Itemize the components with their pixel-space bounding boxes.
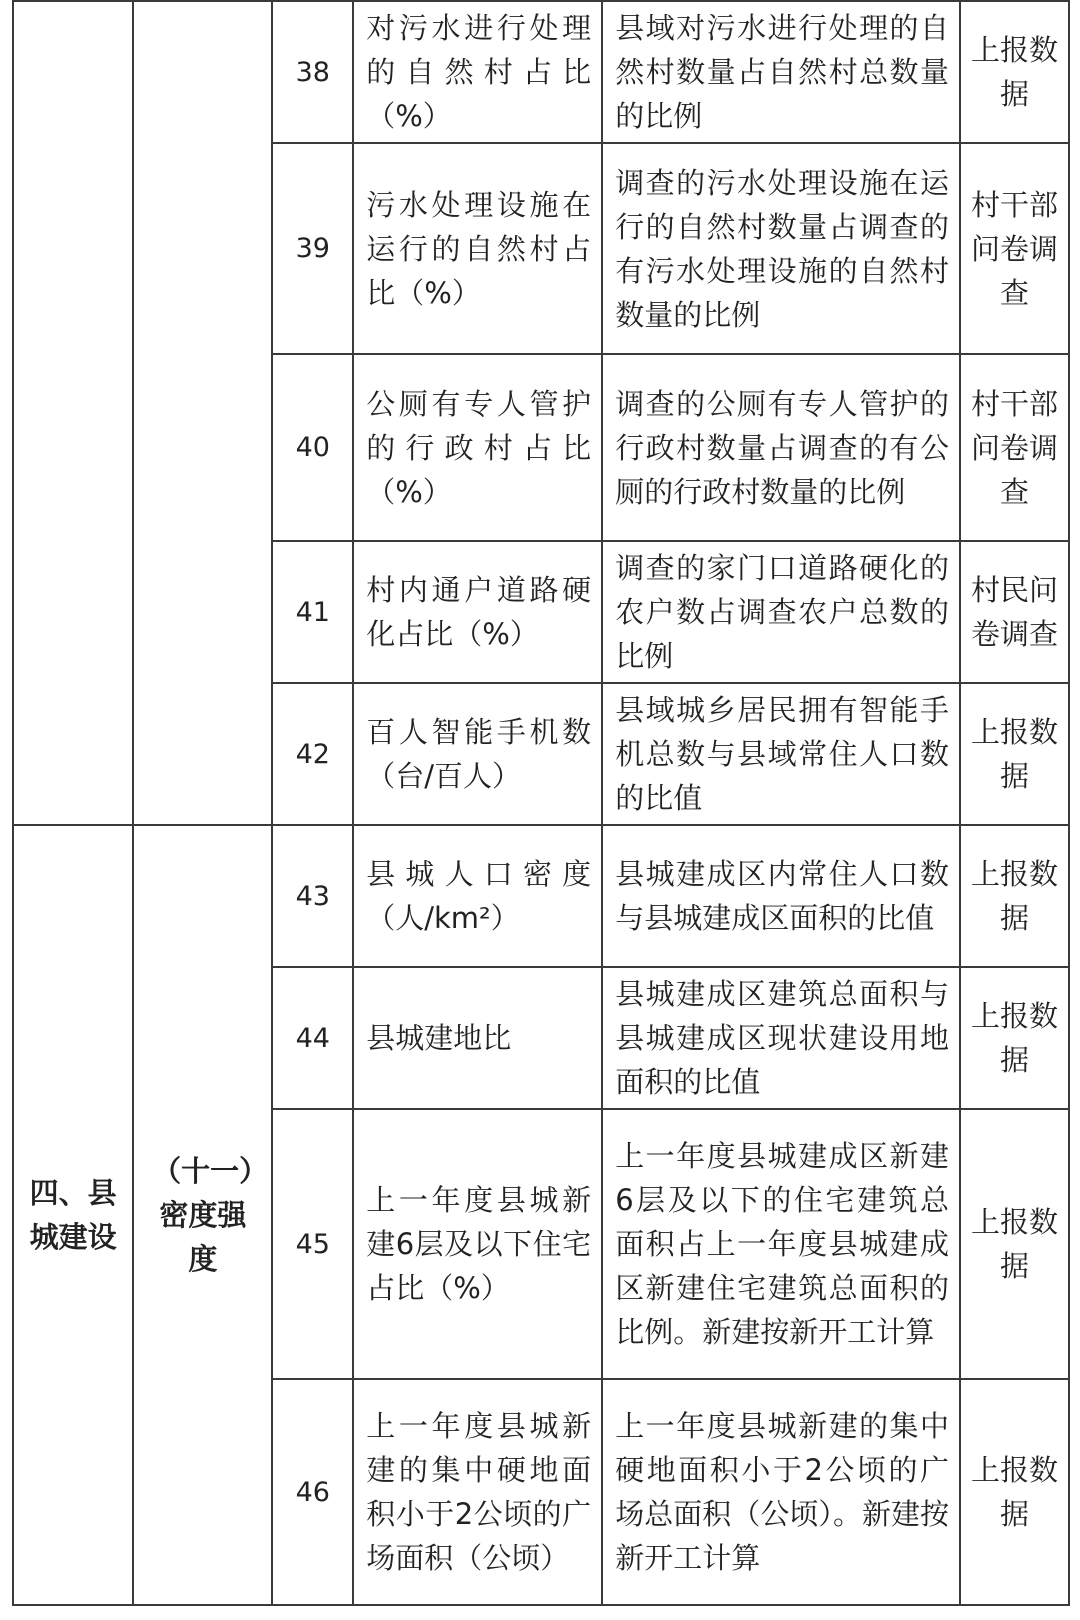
row-number: 42 xyxy=(272,683,353,825)
data-source: 上报数据 xyxy=(960,1379,1069,1605)
data-source: 上报数据 xyxy=(960,825,1069,967)
indicator-definition: 县城建成区内常住人口数与县城建成区面积的比值 xyxy=(602,825,960,967)
row-number: 38 xyxy=(272,1,353,143)
indicator-table-wrapper xyxy=(12,0,1070,1606)
data-source: 村干部问卷调查 xyxy=(960,143,1069,354)
indicator-name: 公厕有专人管护的行政村占比（%） xyxy=(353,354,602,541)
indicator-definition: 上一年度县城新建的集中硬地面积小于2公顷的广场总面积（公顷）。新建按新开工计算 xyxy=(602,1379,960,1605)
row-number: 39 xyxy=(272,143,353,354)
data-source: 上报数据 xyxy=(960,967,1069,1109)
row-number: 44 xyxy=(272,967,353,1109)
row-number: 45 xyxy=(272,1109,353,1379)
subsection-label: （十一）密度强度 xyxy=(133,825,272,1605)
data-source: 上报数据 xyxy=(960,1,1069,143)
indicator-name: 上一年度县城新建6层及以下住宅占比（%） xyxy=(353,1109,602,1379)
indicator-definition: 调查的污水处理设施在运行的自然村数量占调查的有污水处理设施的自然村数量的比例 xyxy=(602,143,960,354)
data-source: 上报数据 xyxy=(960,683,1069,825)
indicator-definition: 上一年度县城建成区新建6层及以下的住宅建筑总面积占上一年度县城建成区新建住宅建筑总面积的比例。新建按新开工计算 xyxy=(602,1109,960,1379)
indicator-definition: 调查的家门口道路硬化的农户数占调查农户总数的比例 xyxy=(602,541,960,683)
indicator-definition: 县域对污水进行处理的自然村数量占自然村总数量的比例 xyxy=(602,1,960,143)
table-row xyxy=(13,1,1069,143)
section-cell-prev xyxy=(13,1,133,825)
subsection-cell-prev xyxy=(133,1,272,825)
data-source: 上报数据 xyxy=(960,1109,1069,1379)
section-label: 四、县城建设 xyxy=(13,825,133,1605)
table-row xyxy=(13,825,1069,967)
row-number: 40 xyxy=(272,354,353,541)
indicator-table xyxy=(12,0,1070,1606)
indicator-name: 百人智能手机数（台/百人） xyxy=(353,683,602,825)
indicator-definition: 县城建成区建筑总面积与县城建成区现状建设用地面积的比值 xyxy=(602,967,960,1109)
row-number: 41 xyxy=(272,541,353,683)
indicator-name: 污水处理设施在运行的自然村占比（%） xyxy=(353,143,602,354)
indicator-name: 县城人口密度（人/km²） xyxy=(353,825,602,967)
indicator-name: 县城建地比 xyxy=(353,967,602,1109)
row-number: 43 xyxy=(272,825,353,967)
indicator-name: 上一年度县城新建的集中硬地面积小于2公顷的广场面积（公顷） xyxy=(353,1379,602,1605)
indicator-definition: 调查的公厕有专人管护的行政村数量占调查的有公厕的行政村数量的比例 xyxy=(602,354,960,541)
indicator-definition: 县域城乡居民拥有智能手机总数与县域常住人口数的比值 xyxy=(602,683,960,825)
indicator-name: 村内通户道路硬化占比（%） xyxy=(353,541,602,683)
data-source: 村干部问卷调查 xyxy=(960,354,1069,541)
indicator-name: 对污水进行处理的自然村占比（%） xyxy=(353,1,602,143)
data-source: 村民问卷调查 xyxy=(960,541,1069,683)
row-number: 46 xyxy=(272,1379,353,1605)
